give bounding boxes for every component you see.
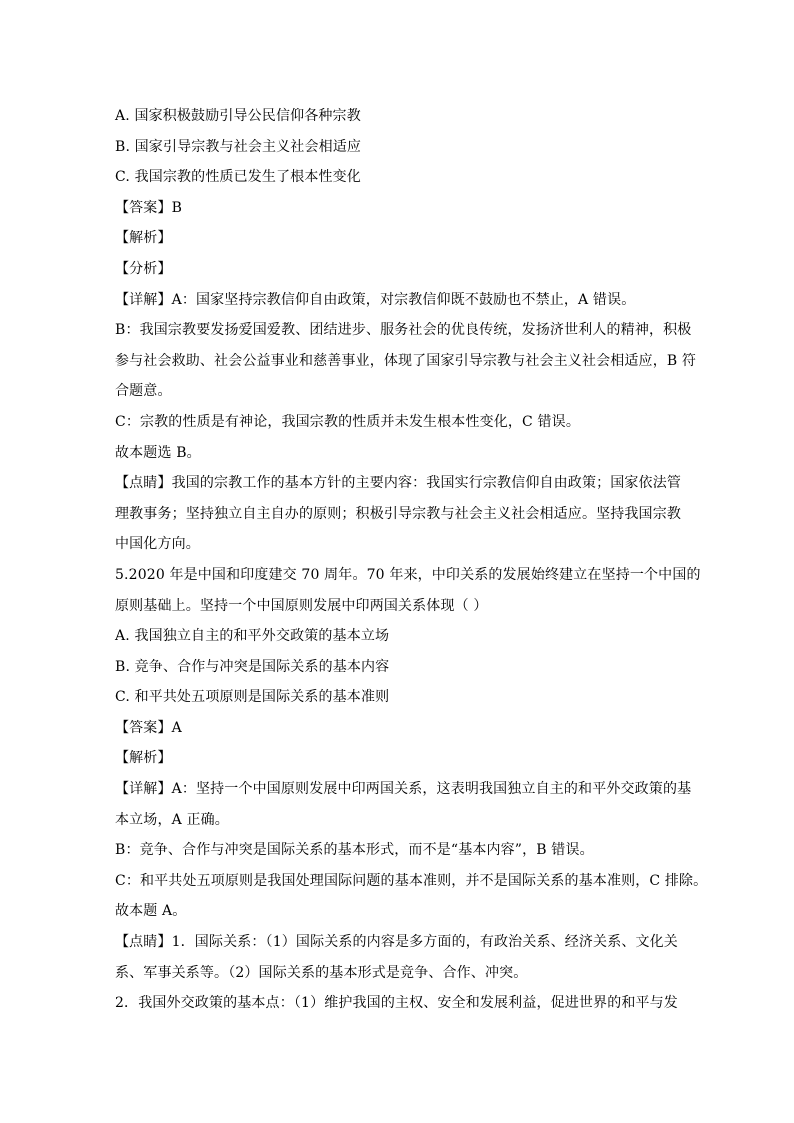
q4-detail-line: 参与社会救助、社会公益事业和慈善事业，体现了国家引导宗教与社会主义社会相适应，B 符 [115,352,697,369]
q5-detail-line: B：竞争、合作与冲突是国际关系的基本形式，而不是“基本内容”，B 错误。 [115,842,594,859]
q4-detail-line: 【详解】A：国家坚持宗教信仰自由政策，对宗教信仰既不鼓励也不禁止，A 错误。 [115,291,636,308]
q4-detail-line: 合题意。 [115,383,172,400]
q5-option-a: A. 我国独立自主的和平外交政策的基本立场 [115,628,390,645]
q5-comment-line: 2．我国外交政策的基本点：（1）维护我国的主权、安全和发展利益，促进世界的和平与发 [115,995,678,1012]
q5-comment-line: 系、军事关系等。（2）国际关系的基本形式是竞争、合作、冲突。 [115,964,528,981]
q4-detail-line: C：宗教的性质是有神论，我国宗教的性质并未发生根本性变化，C 错误。 [115,413,580,430]
q4-detail-line: 故本题选 B。 [115,444,201,461]
q4-detail-line: B：我国宗教要发扬爱国爱教、团结进步、服务社会的优良传统，发扬济世利人的精神，积极 [115,322,692,339]
q5-analysis-heading: 【解析】 [115,750,172,767]
q5-option-c: C. 和平共处五项原则是国际关系的基本准则 [115,689,390,706]
q5-answer: 【答案】A [115,719,182,736]
q4-comment-line: 理教事务；坚持独立自主自办的原则；积极引导宗教与社会主义社会相适应。坚持我国宗教 [115,505,681,522]
q5-detail-line: 【详解】A：坚持一个中国原则发展中印两国关系，这表明我国独立自主的和平外交政策的基 [115,781,692,798]
q5-option-b: B. 竞争、合作与冲突是国际关系的基本内容 [115,658,390,675]
q5-stem-line: 5.2020 年是中国和印度建交 70 周年。70 年来，中印关系的发展始终建立在坚持一个中国的 [115,566,701,583]
q4-comment-line: 【点睛】我国的宗教工作的基本方针的主要内容：我国实行宗教信仰自由政策；国家依法管 [115,475,681,492]
q4-option-c: C. 我国宗教的性质已发生了根本性变化 [115,169,361,186]
q4-option-a: A. 国家积极鼓励引导公民信仰各种宗教 [115,108,361,124]
q5-detail-line: 故本题 A。 [115,903,187,920]
q4-analysis-heading: 【解析】 [115,230,172,247]
page-content [115,101,708,1019]
q4-fenxi-heading: 【分析】 [115,260,172,277]
q5-detail-line: 本立场，A 正确。 [115,811,229,828]
q4-option-b: B. 国家引导宗教与社会主义社会相适应 [115,138,362,155]
q5-stem-line: 原则基础上。坚持一个中国原则发展中印两国关系体现（ ） [115,597,488,614]
q5-comment-line: 【点睛】1．国际关系：（1）国际关系的内容是多方面的，有政治关系、经济关系、文化关 [115,934,678,951]
q5-detail-line: C：和平共处五项原则是我国处理国际问题的基本准则，并不是国际关系的基本准则，C 排除。 [115,872,708,889]
q4-answer: 【答案】B [115,199,183,216]
q4-comment-line: 中国化方向。 [115,536,200,553]
